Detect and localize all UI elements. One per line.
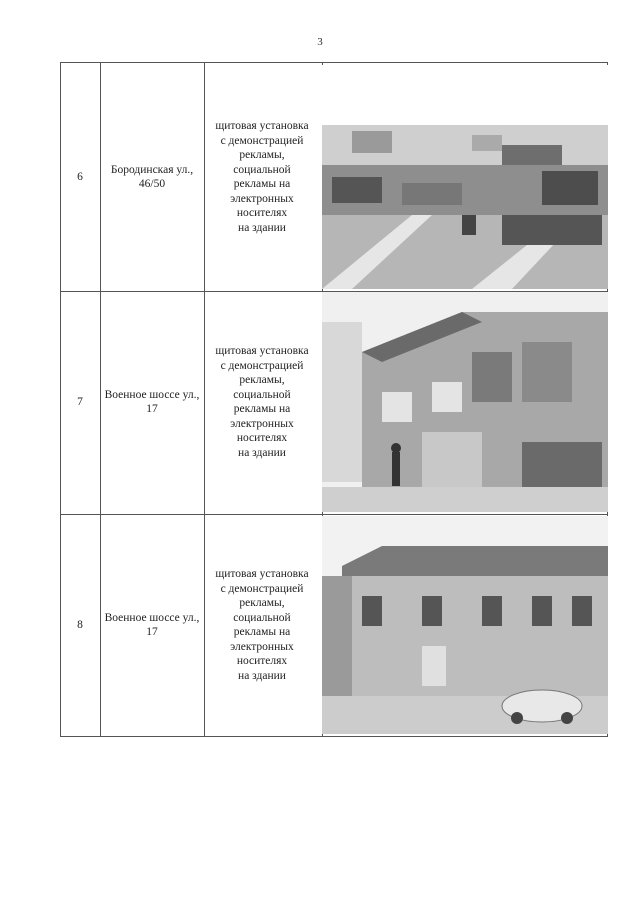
description-line: социальной (233, 611, 291, 624)
address-text: Военное шоссе ул., 17 (104, 388, 200, 415)
description-cell (204, 290, 320, 514)
description-cell (204, 514, 320, 736)
description-line: на здании (238, 669, 286, 682)
description-line: рекламы на (233, 403, 291, 415)
description-line: на здании (238, 221, 286, 234)
description-line: носителях (236, 432, 288, 444)
description-line: носителях (236, 655, 288, 667)
address-text: Военное шоссе ул., 17 (104, 611, 200, 638)
description-line: щитовая установка (215, 568, 309, 580)
address-cell (100, 514, 204, 736)
description-line: рекламы, (239, 149, 285, 161)
address-cell (100, 290, 204, 514)
address-cell (100, 63, 204, 291)
description-line: с демонстрацией (220, 134, 304, 147)
description-line: рекламы на (233, 626, 291, 638)
building-facade-photo (322, 292, 608, 512)
description-line: с демонстрацией (220, 359, 304, 372)
row-number: 7 (77, 395, 83, 408)
description-line: социальной (233, 163, 291, 176)
description-line: рекламы, (239, 374, 285, 386)
street-parking-photo (322, 65, 608, 289)
description-line: рекламы на (233, 178, 291, 190)
description-line: электронных (230, 417, 294, 430)
row-number: 8 (77, 618, 83, 631)
description-line: электронных (230, 640, 294, 653)
address-text: Бородинская ул., 46/50 (110, 163, 194, 190)
description-line: носителях (236, 207, 288, 219)
description-line: с демонстрацией (220, 582, 304, 595)
description-line: щитовая установка (215, 120, 309, 132)
description-cell (204, 63, 320, 291)
row-number: 6 (77, 170, 83, 183)
description-line: социальной (233, 388, 291, 401)
description-line: на здании (238, 446, 286, 459)
building-street-photo (322, 516, 608, 734)
table-row (60, 62, 608, 292)
description-line: щитовая установка (215, 345, 309, 357)
description-line: рекламы, (239, 597, 285, 609)
description-line: электронных (230, 192, 294, 205)
page-number: 3 (317, 36, 323, 48)
table-row (60, 514, 608, 737)
table-row (60, 290, 608, 515)
